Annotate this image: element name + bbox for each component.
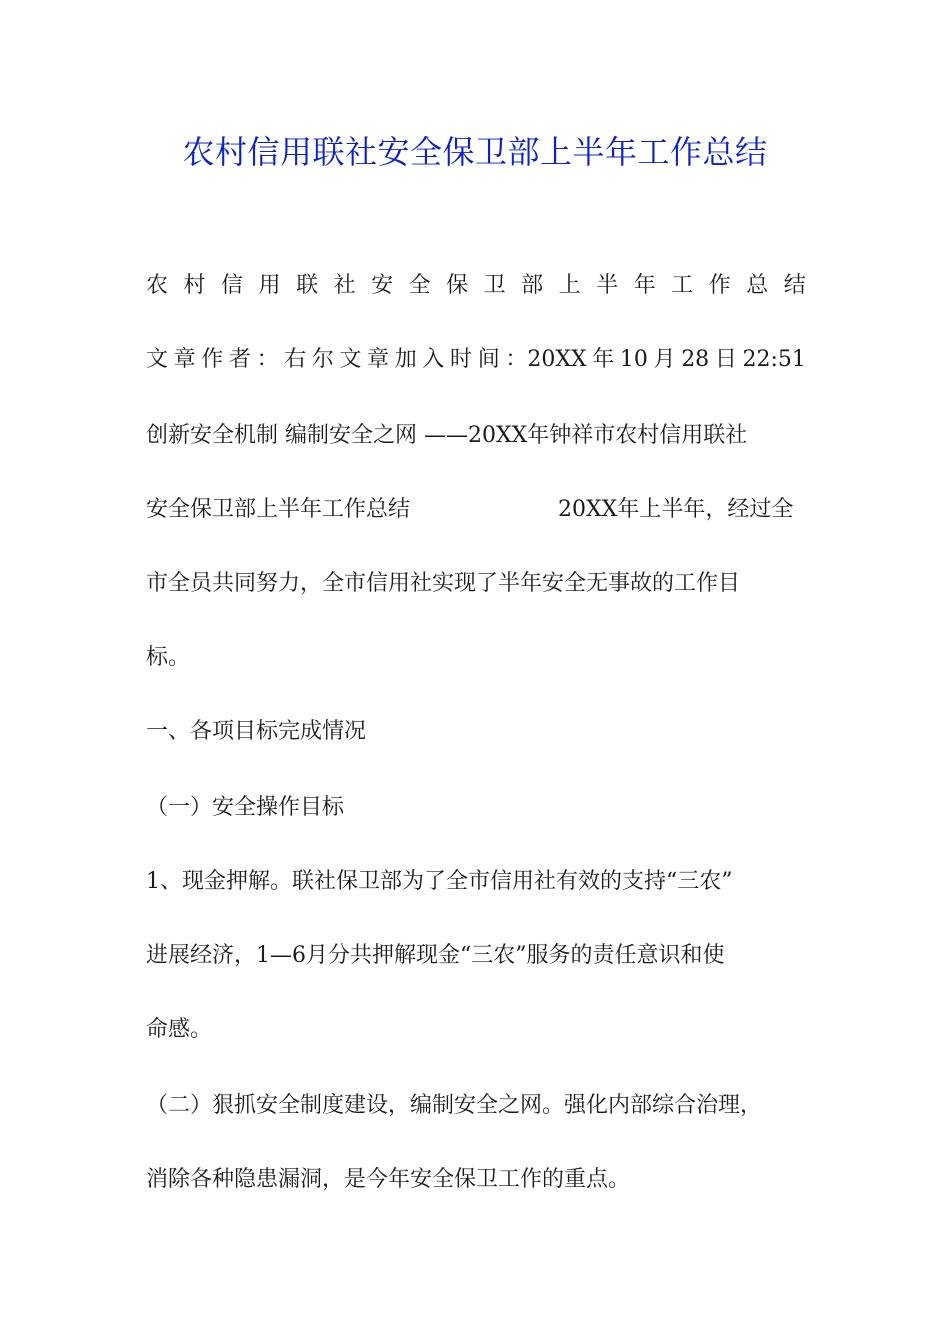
char: 社 <box>333 273 356 298</box>
text-line-2 <box>146 344 806 376</box>
char: 月 <box>653 347 676 372</box>
char: 结 <box>783 273 806 298</box>
char: 右 <box>284 347 307 372</box>
char: 农 <box>146 273 169 298</box>
text-line-5: 市全员共同努力，全市信用社实现了半年安全无事故的工作目 <box>146 571 741 596</box>
char: 日 <box>714 347 737 372</box>
text-line-4b: 20XX年上半年，经过全 <box>558 497 794 522</box>
document-title: 农村信用联社安全保卫部上半年工作总结 <box>182 133 768 171</box>
char: 10 <box>619 347 648 372</box>
text-line-1 <box>146 270 806 302</box>
char: 章 <box>367 347 390 372</box>
char: 部 <box>521 273 544 298</box>
text-line-3: 创新安全机制 编制安全之网 ——20XX年钟祥市农村信用联社 <box>146 423 748 448</box>
char: 间 <box>477 347 500 372</box>
char: 年 <box>592 347 615 372</box>
text-line-9: 1、现金押解。联社保卫部为了全市信用社有效的支持“三农” <box>146 869 733 894</box>
char: ：20XX <box>505 347 587 372</box>
text-line-4a: 安全保卫部上半年工作总结 <box>146 497 411 522</box>
char: 尔 <box>311 347 334 372</box>
char: 章 <box>173 347 196 372</box>
char: 作 <box>708 273 731 298</box>
char: 时 <box>450 347 473 372</box>
char: 工 <box>671 273 694 298</box>
char: 者 <box>228 347 251 372</box>
text-line-13: 消除各种隐患漏洞，是今年安全保卫工作的重点。 <box>146 1167 631 1192</box>
char: 安 <box>371 273 394 298</box>
char: 总 <box>746 273 769 298</box>
text-line-11: 命感。 <box>146 1017 213 1042</box>
subsection-heading: （一）安全操作目标 <box>146 795 345 820</box>
char: 用 <box>258 273 281 298</box>
char: 年 <box>633 273 656 298</box>
char: 村 <box>183 273 206 298</box>
char: 入 <box>422 347 445 372</box>
char: ： <box>256 347 279 372</box>
char: 上 <box>558 273 581 298</box>
char: 28 <box>681 347 710 372</box>
char: 全 <box>408 273 431 298</box>
char: 文 <box>339 347 362 372</box>
char: 加 <box>394 347 417 372</box>
char: 信 <box>221 273 244 298</box>
text-line-10: 进展经济，1—6月分共押解现金“三农”服务的责任意识和使 <box>146 943 725 968</box>
char: 文 <box>146 347 169 372</box>
char: 保 <box>446 273 469 298</box>
char: 联 <box>296 273 319 298</box>
section-heading: 一、各项目标完成情况 <box>146 719 367 744</box>
char: 半 <box>596 273 619 298</box>
char: 作 <box>201 347 224 372</box>
text-line-6: 标。 <box>146 645 191 670</box>
text-line-12: （二）狠抓安全制度建设，编制安全之网。强化内部综合治理， <box>146 1093 763 1118</box>
char: 22:51 <box>742 347 806 372</box>
char: 卫 <box>483 273 506 298</box>
